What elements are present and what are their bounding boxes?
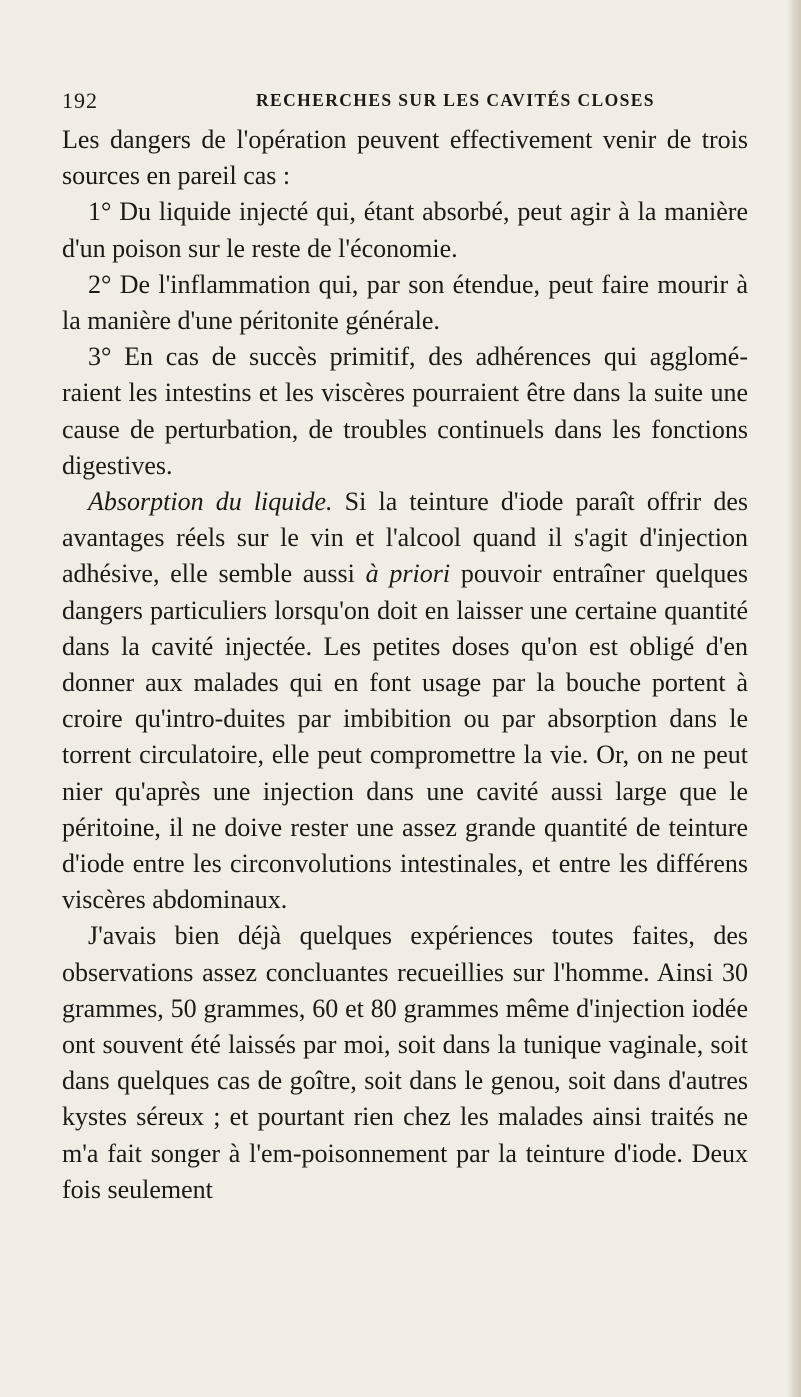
book-page (62, 88, 748, 1208)
paragraph-absorption-emphasis: à priori (365, 559, 451, 589)
body-text (62, 122, 748, 1208)
paragraph-absorption (62, 484, 748, 918)
page-number: 192 (62, 88, 98, 113)
running-head (62, 88, 748, 122)
paragraph-point-2: 2° De l'inflammation qui, par son étendue, peut faire mourir à la manière d'une péritonite générale. (62, 269, 748, 336)
paragraph-experiences: J'avais bien déjà quelques expériences toutes faites, des observations assez concluantes recueillies sur l'homme. Ainsi 30 grammes, 50 grammes, 60 et 80 grammes même d'injection iodée ont souvent été laissés par moi, soit dans la tunique vaginale, soit dans quelques cas de goître, soit dans le genou, soit dans d'autres kystes séreux ; et pourtant rien chez les malades ainsi traités ne m'a fait songer à l'em-poisonnement par la teinture d'iode. Deux fois seulement (62, 921, 748, 1204)
paragraph-point-3: 3° En cas de succès primitif, des adhérences qui agglomé-raient les intestins et les viscères pourraient être dans la suite une cause de perturbation, de troubles continuels dans les fonctions digestives. (62, 342, 748, 480)
paragraph-intro: Les dangers de l'opération peuvent effectivement venir de trois sources en pareil cas : (62, 125, 748, 191)
running-title: RECHERCHES SUR LES CAVITÉS CLOSES (256, 90, 655, 110)
paragraph-absorption-text-a: Si la teinture d'iode paraît offrir des avantages réels sur le vin et l'alcool quand il s'agit d'injection adhésive, elle semble aussi (62, 487, 748, 589)
paragraph-absorption-text-b: pouvoir entraîner quelques dangers particuliers lorsqu'on doit en laisser une certaine quantité dans la cavité injectée. Les petites doses qu'on est obligé d'en donner aux malades qui en font usage par la bouche portent à croire qu'intro-duites par imbibition ou par absorption dans le torrent circulatoire, elle peut compromettre la vie. Or, on ne peut nier qu'après une injection dans une cavité aussi large que le péritoine, il ne doive rester une assez grande quantité de teinture d'iode entre les circonvolutions intestinales, et entre les différens viscères abdominaux. (62, 559, 749, 915)
paragraph-point-1: 1° Du liquide injecté qui, étant absorbé, peut agir à la manière d'un poison sur le reste de l'économie. (62, 197, 748, 263)
page-edge-shadow (787, 0, 801, 1397)
section-title-absorption: Absorption du liquide. (88, 487, 333, 517)
